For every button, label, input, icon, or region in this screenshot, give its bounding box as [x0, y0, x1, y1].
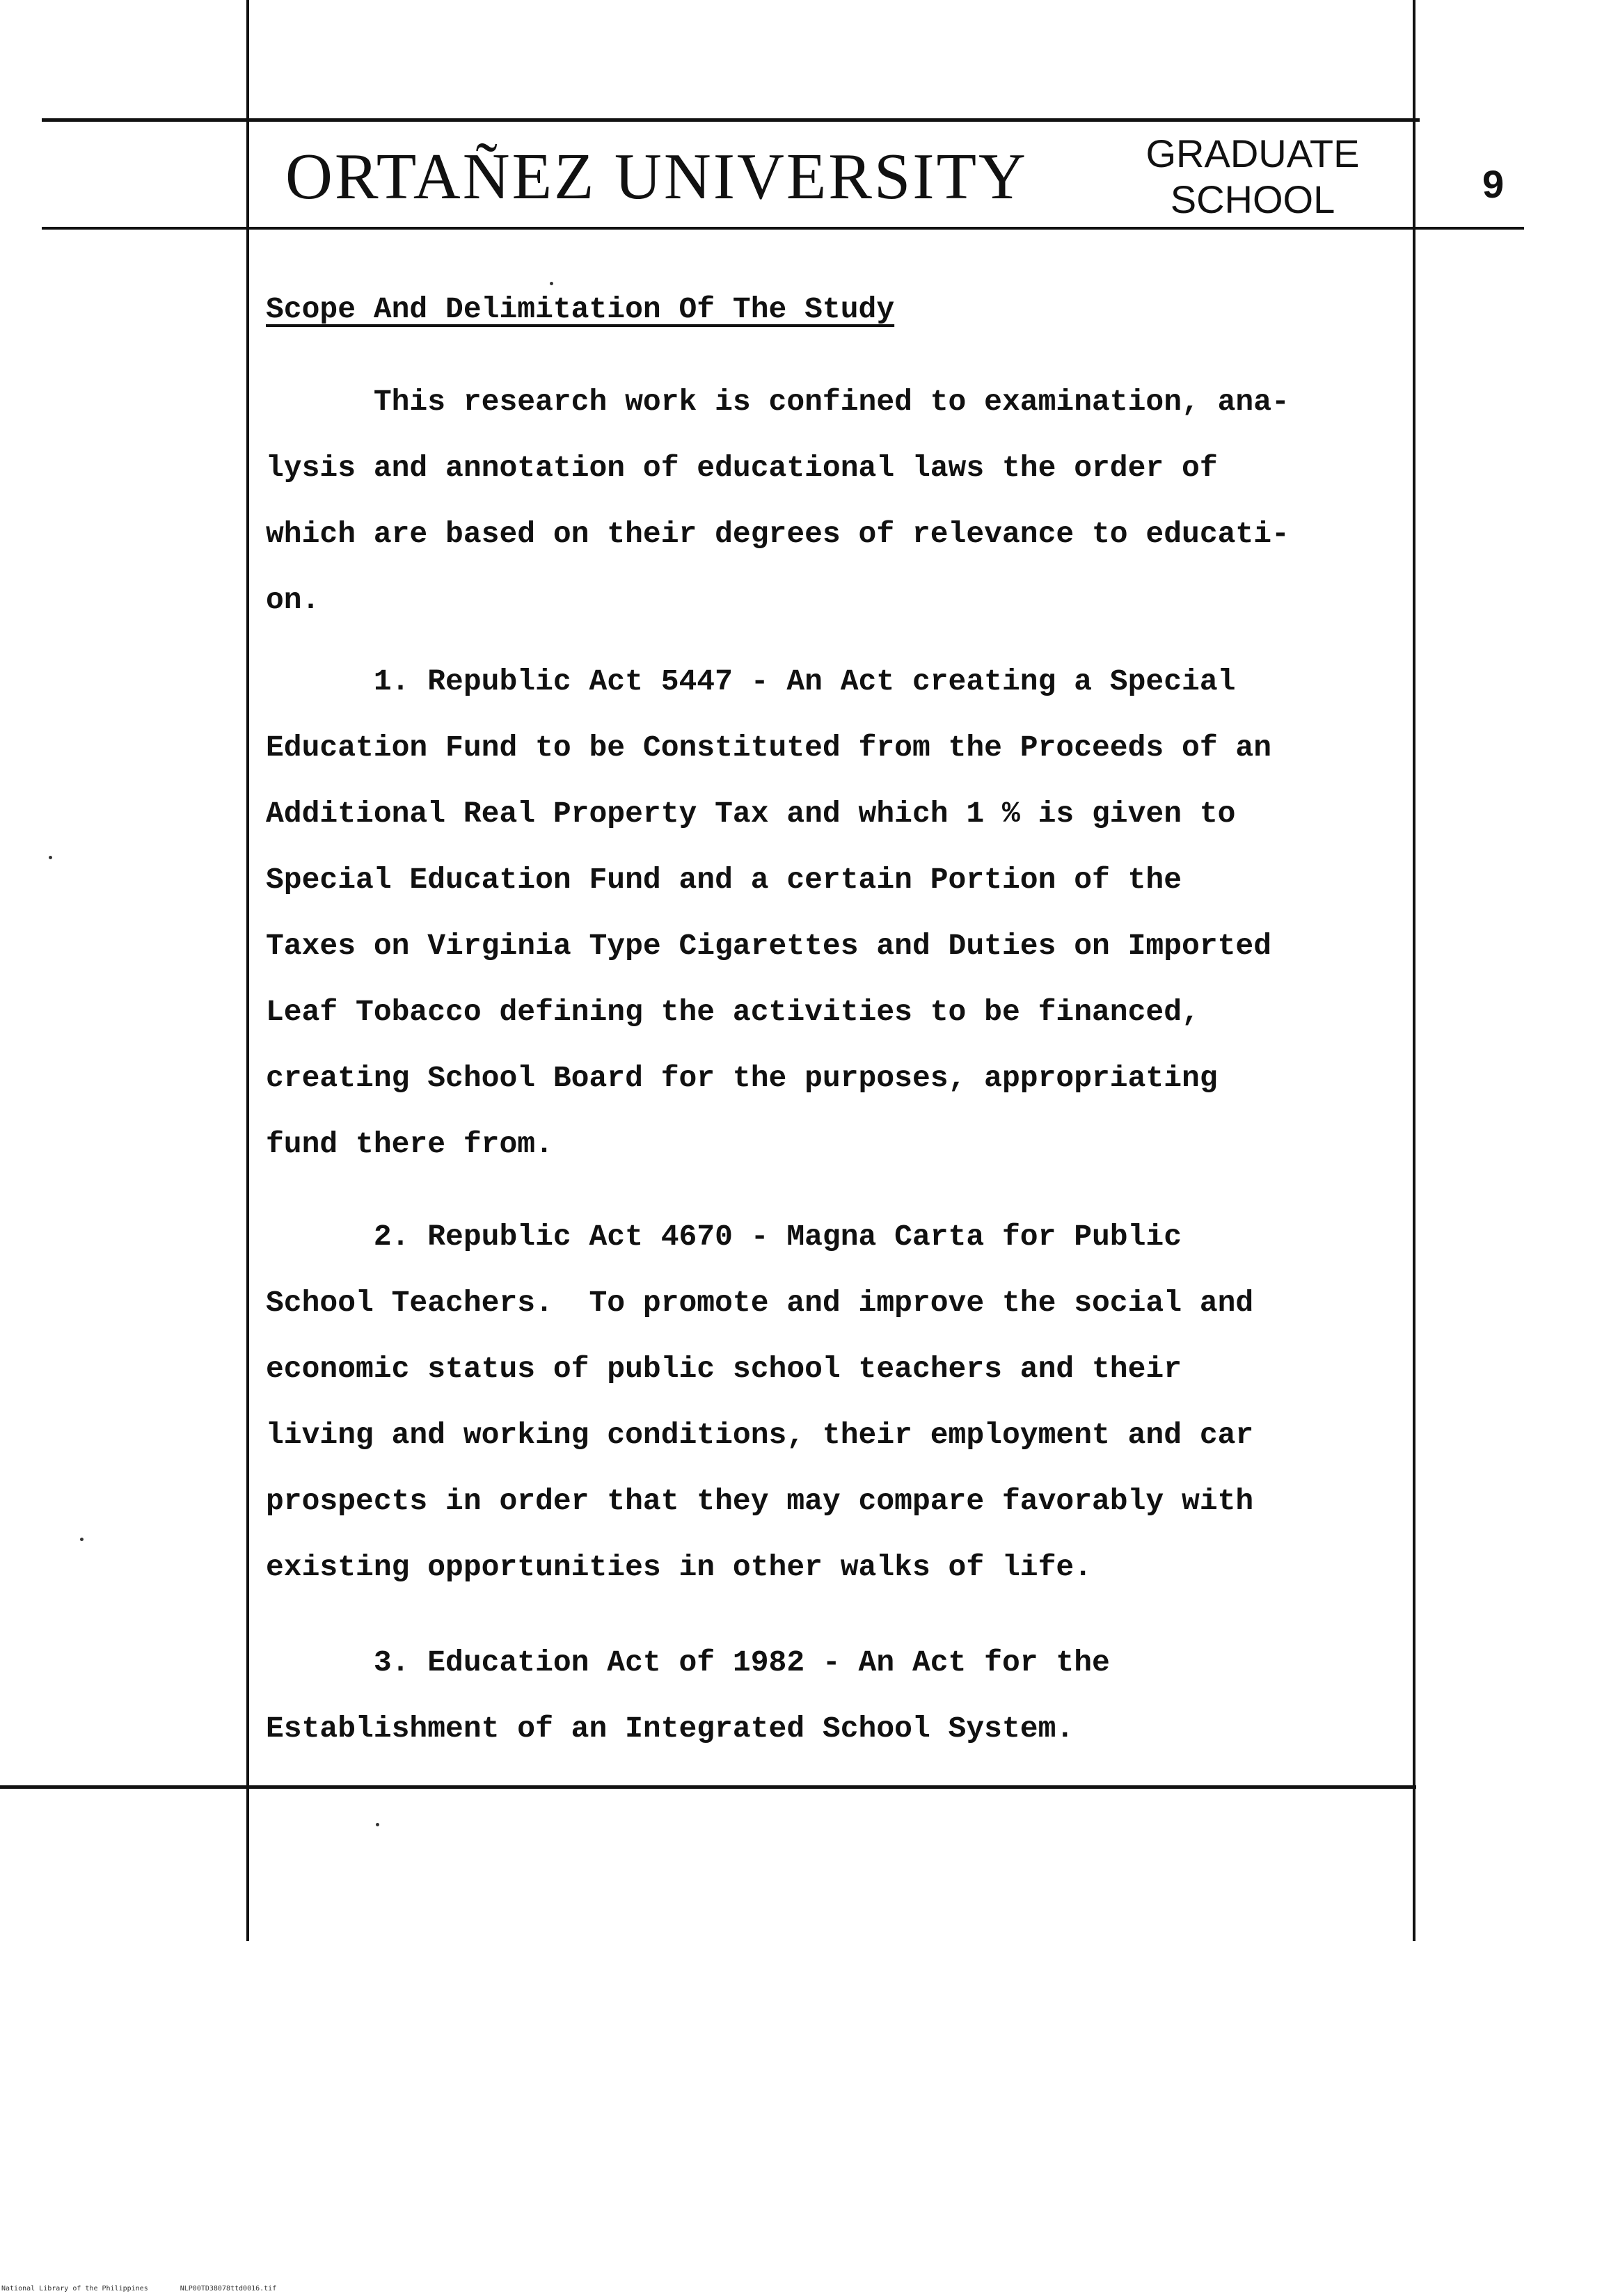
list-item-line: prospects in order that they may compare favorably with [266, 1484, 1254, 1518]
list-item-line: Education Fund to be Constituted from the Proceeds of an [266, 731, 1272, 765]
scan-speck [80, 1538, 84, 1541]
school-line-1: GRADUATE [1145, 131, 1360, 175]
intro-paragraph [266, 369, 1393, 633]
intro-line: which are based on their degrees of relevance to educati- [266, 517, 1290, 551]
scan-speck [550, 282, 553, 285]
list-item-line: School Teachers. To promote and improve the social and [266, 1286, 1254, 1320]
section-heading: Scope And Delimitation Of The Study [266, 292, 895, 326]
page-number: 9 [1482, 162, 1505, 206]
university-name: ORTAÑEZ UNIVERSITY [285, 141, 1028, 213]
list-item-line: Additional Real Property Tax and which 1 % is given to [266, 797, 1236, 831]
list-item-line: 2. Republic Act 4670 - Magna Carta for Public [266, 1220, 1182, 1254]
right-margin-line [1413, 0, 1415, 1941]
footer-rule [0, 1785, 1416, 1789]
list-item-line: 3. Education Act of 1982 - An Act for the [266, 1645, 1110, 1680]
list-item-line: Special Education Fund and a certain Portion of the [266, 863, 1182, 897]
scan-speck [376, 1823, 379, 1826]
school-line-2: SCHOOL [1170, 177, 1335, 221]
list-item-line: economic status of public school teachers and their [266, 1352, 1182, 1386]
list-item-education-act-1982 [266, 1629, 1393, 1762]
library-credit: National Library of the Philippines [1, 2285, 148, 2293]
file-name: NLP00TD38078ttd0016.tif [180, 2285, 277, 2293]
list-item-line: creating School Board for the purposes, appropriating [266, 1061, 1218, 1095]
scan-speck [49, 856, 52, 859]
list-item-line: Taxes on Virginia Type Cigarettes and Duties on Imported [266, 929, 1272, 963]
intro-line: on. [266, 583, 320, 617]
header-bottom-rule [42, 227, 1524, 230]
list-item-line: existing opportunities in other walks of life. [266, 1550, 1092, 1584]
list-item-line: living and working conditions, their employment and car [266, 1418, 1254, 1452]
list-item-line: fund there from. [266, 1127, 553, 1161]
list-item-line: Leaf Tobacco defining the activities to be financed, [266, 995, 1200, 1029]
left-margin-line [246, 0, 249, 1941]
graduate-school-label [1113, 131, 1392, 223]
list-item-line: Establishment of an Integrated School System. [266, 1712, 1074, 1746]
scan-footer [1, 2285, 276, 2293]
intro-line: lysis and annotation of educational laws the order of [266, 451, 1218, 485]
intro-line: This research work is confined to examination, ana- [266, 385, 1290, 419]
list-item-republic-act-4670 [266, 1204, 1393, 1600]
list-item-line: 1. Republic Act 5447 - An Act creating a Special [266, 664, 1236, 699]
list-item-republic-act-5447 [266, 648, 1393, 1177]
